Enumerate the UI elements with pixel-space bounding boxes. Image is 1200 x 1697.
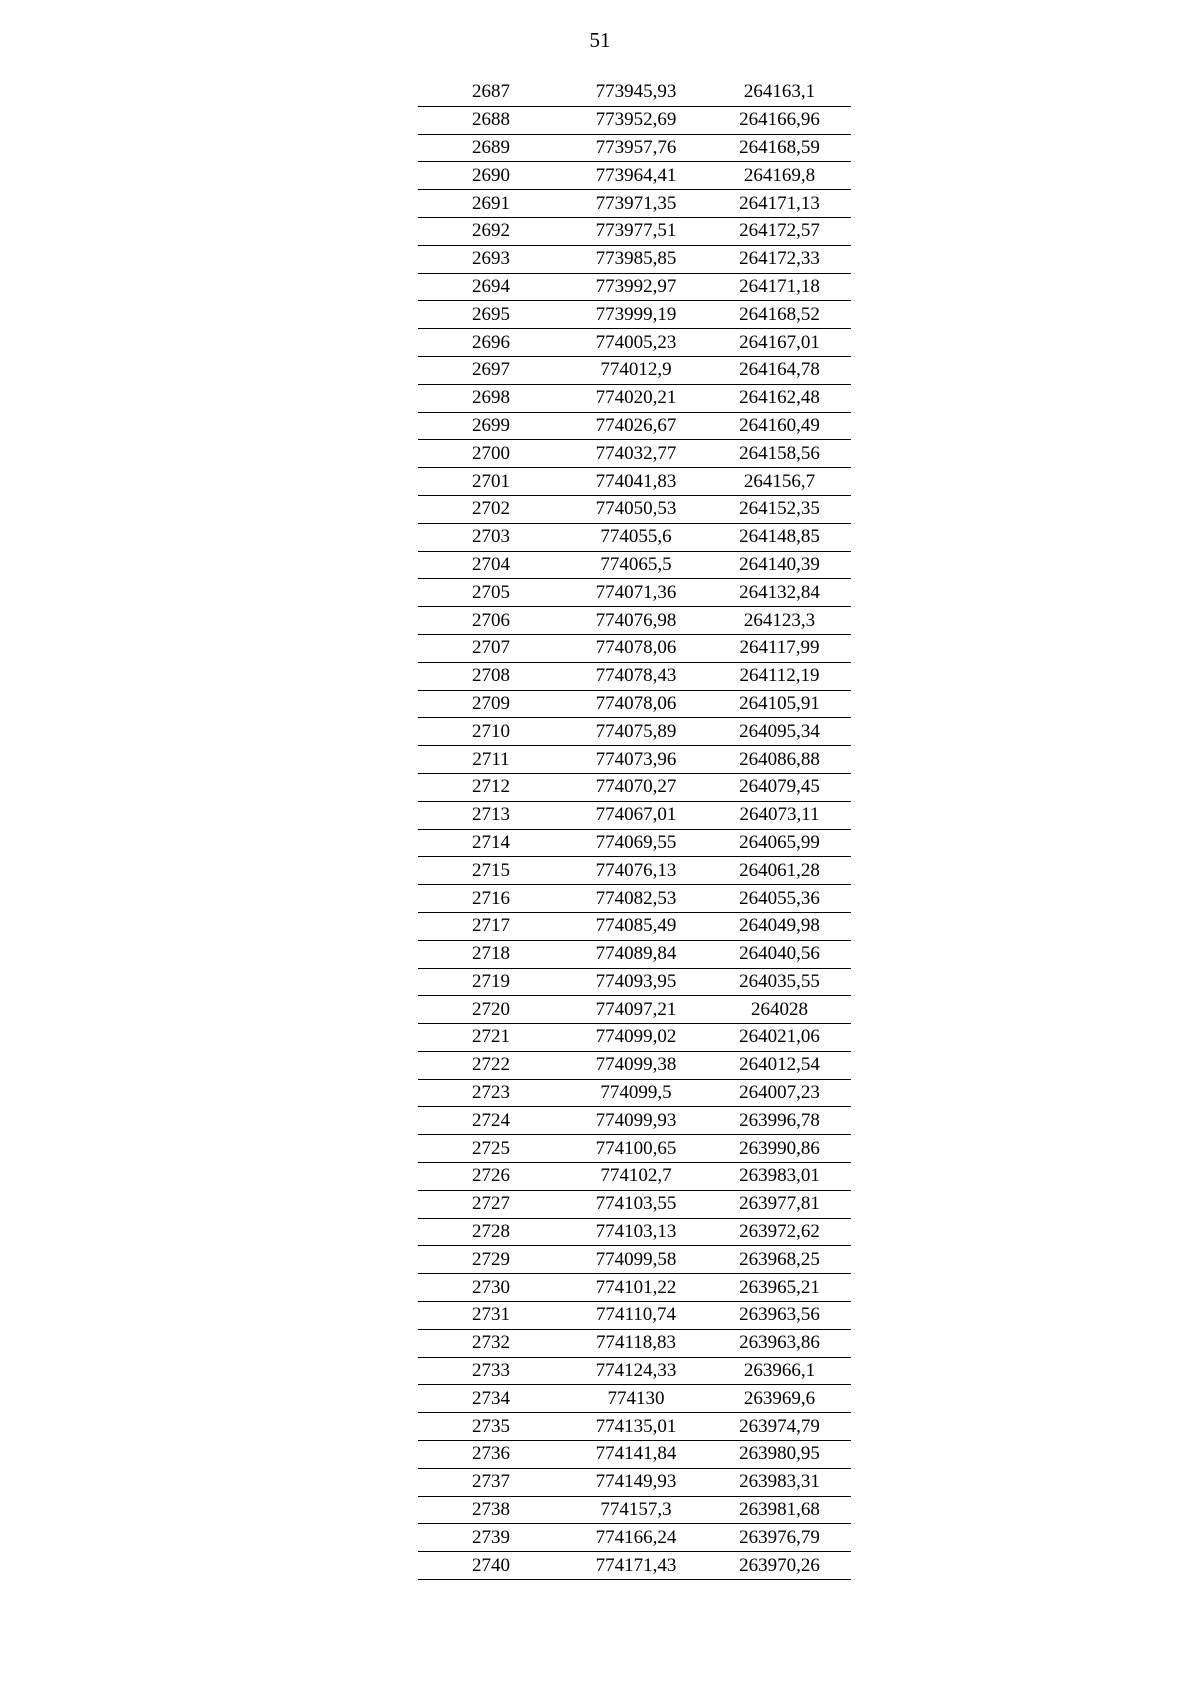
x-coordinate-cell: 774166,24 bbox=[564, 1524, 708, 1552]
y-coordinate-cell: 263968,25 bbox=[708, 1246, 851, 1274]
x-coordinate-cell: 774078,43 bbox=[564, 662, 708, 690]
point-number-cell: 2712 bbox=[418, 773, 564, 801]
y-coordinate-cell: 264086,88 bbox=[708, 746, 851, 774]
x-coordinate-cell: 774124,33 bbox=[564, 1357, 708, 1385]
point-number-cell: 2691 bbox=[418, 190, 564, 218]
x-coordinate-cell: 774005,23 bbox=[564, 329, 708, 357]
table-row bbox=[418, 885, 851, 913]
y-coordinate-cell: 263972,62 bbox=[708, 1218, 851, 1246]
y-coordinate-cell: 263963,86 bbox=[708, 1329, 851, 1357]
point-number-cell: 2701 bbox=[418, 468, 564, 496]
x-coordinate-cell: 774041,83 bbox=[564, 468, 708, 496]
y-coordinate-cell: 263974,79 bbox=[708, 1413, 851, 1441]
point-number-cell: 2716 bbox=[418, 885, 564, 913]
coordinates-table-body bbox=[418, 79, 851, 1580]
point-number-cell: 2719 bbox=[418, 968, 564, 996]
x-coordinate-cell: 773971,35 bbox=[564, 190, 708, 218]
y-coordinate-cell: 264156,7 bbox=[708, 468, 851, 496]
point-number-cell: 2698 bbox=[418, 384, 564, 412]
x-coordinate-cell: 774101,22 bbox=[564, 1274, 708, 1302]
table-row bbox=[418, 690, 851, 718]
table-row bbox=[418, 1274, 851, 1302]
table-row bbox=[418, 468, 851, 496]
point-number-cell: 2736 bbox=[418, 1441, 564, 1469]
point-number-cell: 2690 bbox=[418, 162, 564, 190]
table-row bbox=[418, 384, 851, 412]
x-coordinate-cell: 773945,93 bbox=[564, 79, 708, 106]
y-coordinate-cell: 264140,39 bbox=[708, 551, 851, 579]
y-coordinate-cell: 264012,54 bbox=[708, 1051, 851, 1079]
point-number-cell: 2713 bbox=[418, 801, 564, 829]
x-coordinate-cell: 774102,7 bbox=[564, 1163, 708, 1191]
x-coordinate-cell: 774118,83 bbox=[564, 1329, 708, 1357]
x-coordinate-cell: 774093,95 bbox=[564, 968, 708, 996]
y-coordinate-cell: 264169,8 bbox=[708, 162, 851, 190]
y-coordinate-cell: 264172,33 bbox=[708, 245, 851, 273]
y-coordinate-cell: 263977,81 bbox=[708, 1190, 851, 1218]
table-row bbox=[418, 329, 851, 357]
point-number-cell: 2695 bbox=[418, 301, 564, 329]
table-row bbox=[418, 579, 851, 607]
table-row bbox=[418, 440, 851, 468]
y-coordinate-cell: 264171,18 bbox=[708, 273, 851, 301]
table-row bbox=[418, 746, 851, 774]
x-coordinate-cell: 774130 bbox=[564, 1385, 708, 1413]
x-coordinate-cell: 773999,19 bbox=[564, 301, 708, 329]
y-coordinate-cell: 263996,78 bbox=[708, 1107, 851, 1135]
table-row bbox=[418, 1496, 851, 1524]
table-row bbox=[418, 412, 851, 440]
point-number-cell: 2723 bbox=[418, 1079, 564, 1107]
table-row bbox=[418, 773, 851, 801]
x-coordinate-cell: 774073,96 bbox=[564, 746, 708, 774]
point-number-cell: 2708 bbox=[418, 662, 564, 690]
y-coordinate-cell: 263980,95 bbox=[708, 1441, 851, 1469]
table-row bbox=[418, 996, 851, 1024]
point-number-cell: 2724 bbox=[418, 1107, 564, 1135]
x-coordinate-cell: 773977,51 bbox=[564, 217, 708, 245]
y-coordinate-cell: 264167,01 bbox=[708, 329, 851, 357]
point-number-cell: 2726 bbox=[418, 1163, 564, 1191]
point-number-cell: 2725 bbox=[418, 1135, 564, 1163]
table-row bbox=[418, 912, 851, 940]
x-coordinate-cell: 774082,53 bbox=[564, 885, 708, 913]
x-coordinate-cell: 774157,3 bbox=[564, 1496, 708, 1524]
table-row bbox=[418, 718, 851, 746]
point-number-cell: 2720 bbox=[418, 996, 564, 1024]
coordinates-table bbox=[418, 79, 851, 1580]
point-number-cell: 2706 bbox=[418, 607, 564, 635]
y-coordinate-cell: 264049,98 bbox=[708, 912, 851, 940]
point-number-cell: 2739 bbox=[418, 1524, 564, 1552]
table-row bbox=[418, 1302, 851, 1330]
table-row bbox=[418, 1163, 851, 1191]
y-coordinate-cell: 263969,6 bbox=[708, 1385, 851, 1413]
x-coordinate-cell: 774050,53 bbox=[564, 495, 708, 523]
y-coordinate-cell: 264021,06 bbox=[708, 1024, 851, 1052]
x-coordinate-cell: 774075,89 bbox=[564, 718, 708, 746]
table-row bbox=[418, 1441, 851, 1469]
point-number-cell: 2737 bbox=[418, 1468, 564, 1496]
x-coordinate-cell: 774141,84 bbox=[564, 1441, 708, 1469]
table-row bbox=[418, 940, 851, 968]
x-coordinate-cell: 774097,21 bbox=[564, 996, 708, 1024]
point-number-cell: 2707 bbox=[418, 634, 564, 662]
y-coordinate-cell: 264117,99 bbox=[708, 634, 851, 662]
table-row bbox=[418, 1524, 851, 1552]
x-coordinate-cell: 774100,65 bbox=[564, 1135, 708, 1163]
y-coordinate-cell: 264065,99 bbox=[708, 829, 851, 857]
table-row bbox=[418, 1107, 851, 1135]
y-coordinate-cell: 263983,31 bbox=[708, 1468, 851, 1496]
page-number: 51 bbox=[589, 28, 611, 52]
table-row bbox=[418, 79, 851, 106]
y-coordinate-cell: 264160,49 bbox=[708, 412, 851, 440]
y-coordinate-cell: 264172,57 bbox=[708, 217, 851, 245]
point-number-cell: 2702 bbox=[418, 495, 564, 523]
y-coordinate-cell: 264061,28 bbox=[708, 857, 851, 885]
point-number-cell: 2715 bbox=[418, 857, 564, 885]
table-row bbox=[418, 134, 851, 162]
y-coordinate-cell: 264163,1 bbox=[708, 79, 851, 106]
table-row bbox=[418, 1385, 851, 1413]
table-row bbox=[418, 495, 851, 523]
x-coordinate-cell: 774149,93 bbox=[564, 1468, 708, 1496]
table-row bbox=[418, 1024, 851, 1052]
point-number-cell: 2703 bbox=[418, 523, 564, 551]
table-row bbox=[418, 801, 851, 829]
point-number-cell: 2696 bbox=[418, 329, 564, 357]
x-coordinate-cell: 774099,93 bbox=[564, 1107, 708, 1135]
y-coordinate-cell: 263976,79 bbox=[708, 1524, 851, 1552]
table-row bbox=[418, 1413, 851, 1441]
point-number-cell: 2721 bbox=[418, 1024, 564, 1052]
y-coordinate-cell: 264152,35 bbox=[708, 495, 851, 523]
point-number-cell: 2710 bbox=[418, 718, 564, 746]
y-coordinate-cell: 263965,21 bbox=[708, 1274, 851, 1302]
x-coordinate-cell: 774026,67 bbox=[564, 412, 708, 440]
y-coordinate-cell: 263970,26 bbox=[708, 1552, 851, 1580]
table-row bbox=[418, 634, 851, 662]
x-coordinate-cell: 774067,01 bbox=[564, 801, 708, 829]
point-number-cell: 2717 bbox=[418, 912, 564, 940]
point-number-cell: 2730 bbox=[418, 1274, 564, 1302]
table-row bbox=[418, 190, 851, 218]
x-coordinate-cell: 774020,21 bbox=[564, 384, 708, 412]
x-coordinate-cell: 773952,69 bbox=[564, 106, 708, 134]
x-coordinate-cell: 774099,58 bbox=[564, 1246, 708, 1274]
point-number-cell: 2718 bbox=[418, 940, 564, 968]
x-coordinate-cell: 774076,13 bbox=[564, 857, 708, 885]
x-coordinate-cell: 774085,49 bbox=[564, 912, 708, 940]
point-number-cell: 2697 bbox=[418, 356, 564, 384]
y-coordinate-cell: 264168,59 bbox=[708, 134, 851, 162]
table-row bbox=[418, 1135, 851, 1163]
point-number-cell: 2694 bbox=[418, 273, 564, 301]
table-row bbox=[418, 551, 851, 579]
y-coordinate-cell: 263966,1 bbox=[708, 1357, 851, 1385]
x-coordinate-cell: 774103,13 bbox=[564, 1218, 708, 1246]
y-coordinate-cell: 264112,19 bbox=[708, 662, 851, 690]
y-coordinate-cell: 263963,56 bbox=[708, 1302, 851, 1330]
table-row bbox=[418, 968, 851, 996]
point-number-cell: 2687 bbox=[418, 79, 564, 106]
y-coordinate-cell: 264105,91 bbox=[708, 690, 851, 718]
table-row bbox=[418, 1051, 851, 1079]
x-coordinate-cell: 774012,9 bbox=[564, 356, 708, 384]
y-coordinate-cell: 264158,56 bbox=[708, 440, 851, 468]
point-number-cell: 2705 bbox=[418, 579, 564, 607]
point-number-cell: 2692 bbox=[418, 217, 564, 245]
point-number-cell: 2734 bbox=[418, 1385, 564, 1413]
point-number-cell: 2722 bbox=[418, 1051, 564, 1079]
table-row bbox=[418, 1218, 851, 1246]
x-coordinate-cell: 774078,06 bbox=[564, 634, 708, 662]
y-coordinate-cell: 263983,01 bbox=[708, 1163, 851, 1191]
x-coordinate-cell: 774078,06 bbox=[564, 690, 708, 718]
point-number-cell: 2732 bbox=[418, 1329, 564, 1357]
point-number-cell: 2735 bbox=[418, 1413, 564, 1441]
y-coordinate-cell: 264028 bbox=[708, 996, 851, 1024]
table-row bbox=[418, 301, 851, 329]
table-row bbox=[418, 356, 851, 384]
x-coordinate-cell: 774069,55 bbox=[564, 829, 708, 857]
table-row bbox=[418, 857, 851, 885]
table-row bbox=[418, 106, 851, 134]
y-coordinate-cell: 264148,85 bbox=[708, 523, 851, 551]
table-row bbox=[418, 1552, 851, 1580]
x-coordinate-cell: 773964,41 bbox=[564, 162, 708, 190]
point-number-cell: 2688 bbox=[418, 106, 564, 134]
x-coordinate-cell: 774089,84 bbox=[564, 940, 708, 968]
y-coordinate-cell: 264040,56 bbox=[708, 940, 851, 968]
point-number-cell: 2714 bbox=[418, 829, 564, 857]
point-number-cell: 2700 bbox=[418, 440, 564, 468]
y-coordinate-cell: 263981,68 bbox=[708, 1496, 851, 1524]
x-coordinate-cell: 774076,98 bbox=[564, 607, 708, 635]
table-row bbox=[418, 662, 851, 690]
point-number-cell: 2740 bbox=[418, 1552, 564, 1580]
y-coordinate-cell: 264095,34 bbox=[708, 718, 851, 746]
x-coordinate-cell: 773985,85 bbox=[564, 245, 708, 273]
y-coordinate-cell: 264168,52 bbox=[708, 301, 851, 329]
x-coordinate-cell: 774099,38 bbox=[564, 1051, 708, 1079]
y-coordinate-cell: 264055,36 bbox=[708, 885, 851, 913]
point-number-cell: 2731 bbox=[418, 1302, 564, 1330]
table-row bbox=[418, 607, 851, 635]
point-number-cell: 2727 bbox=[418, 1190, 564, 1218]
x-coordinate-cell: 774065,5 bbox=[564, 551, 708, 579]
y-coordinate-cell: 264162,48 bbox=[708, 384, 851, 412]
x-coordinate-cell: 773992,97 bbox=[564, 273, 708, 301]
point-number-cell: 2729 bbox=[418, 1246, 564, 1274]
y-coordinate-cell: 264164,78 bbox=[708, 356, 851, 384]
y-coordinate-cell: 264166,96 bbox=[708, 106, 851, 134]
x-coordinate-cell: 773957,76 bbox=[564, 134, 708, 162]
y-coordinate-cell: 264079,45 bbox=[708, 773, 851, 801]
x-coordinate-cell: 774070,27 bbox=[564, 773, 708, 801]
point-number-cell: 2699 bbox=[418, 412, 564, 440]
table-row bbox=[418, 1329, 851, 1357]
table-row bbox=[418, 1468, 851, 1496]
point-number-cell: 2693 bbox=[418, 245, 564, 273]
point-number-cell: 2689 bbox=[418, 134, 564, 162]
table-row bbox=[418, 1079, 851, 1107]
x-coordinate-cell: 774171,43 bbox=[564, 1552, 708, 1580]
point-number-cell: 2738 bbox=[418, 1496, 564, 1524]
y-coordinate-cell: 264035,55 bbox=[708, 968, 851, 996]
table-row bbox=[418, 1190, 851, 1218]
table-row bbox=[418, 1357, 851, 1385]
x-coordinate-cell: 774071,36 bbox=[564, 579, 708, 607]
y-coordinate-cell: 264132,84 bbox=[708, 579, 851, 607]
x-coordinate-cell: 774103,55 bbox=[564, 1190, 708, 1218]
table-row bbox=[418, 523, 851, 551]
y-coordinate-cell: 264171,13 bbox=[708, 190, 851, 218]
table-row bbox=[418, 217, 851, 245]
point-number-cell: 2709 bbox=[418, 690, 564, 718]
x-coordinate-cell: 774099,5 bbox=[564, 1079, 708, 1107]
point-number-cell: 2733 bbox=[418, 1357, 564, 1385]
y-coordinate-cell: 264123,3 bbox=[708, 607, 851, 635]
point-number-cell: 2728 bbox=[418, 1218, 564, 1246]
table-row bbox=[418, 1246, 851, 1274]
y-coordinate-cell: 264073,11 bbox=[708, 801, 851, 829]
y-coordinate-cell: 264007,23 bbox=[708, 1079, 851, 1107]
table-row bbox=[418, 162, 851, 190]
table-row bbox=[418, 273, 851, 301]
point-number-cell: 2704 bbox=[418, 551, 564, 579]
x-coordinate-cell: 774055,6 bbox=[564, 523, 708, 551]
table-row bbox=[418, 245, 851, 273]
table-row bbox=[418, 829, 851, 857]
x-coordinate-cell: 774032,77 bbox=[564, 440, 708, 468]
x-coordinate-cell: 774099,02 bbox=[564, 1024, 708, 1052]
x-coordinate-cell: 774135,01 bbox=[564, 1413, 708, 1441]
y-coordinate-cell: 263990,86 bbox=[708, 1135, 851, 1163]
point-number-cell: 2711 bbox=[418, 746, 564, 774]
x-coordinate-cell: 774110,74 bbox=[564, 1302, 708, 1330]
